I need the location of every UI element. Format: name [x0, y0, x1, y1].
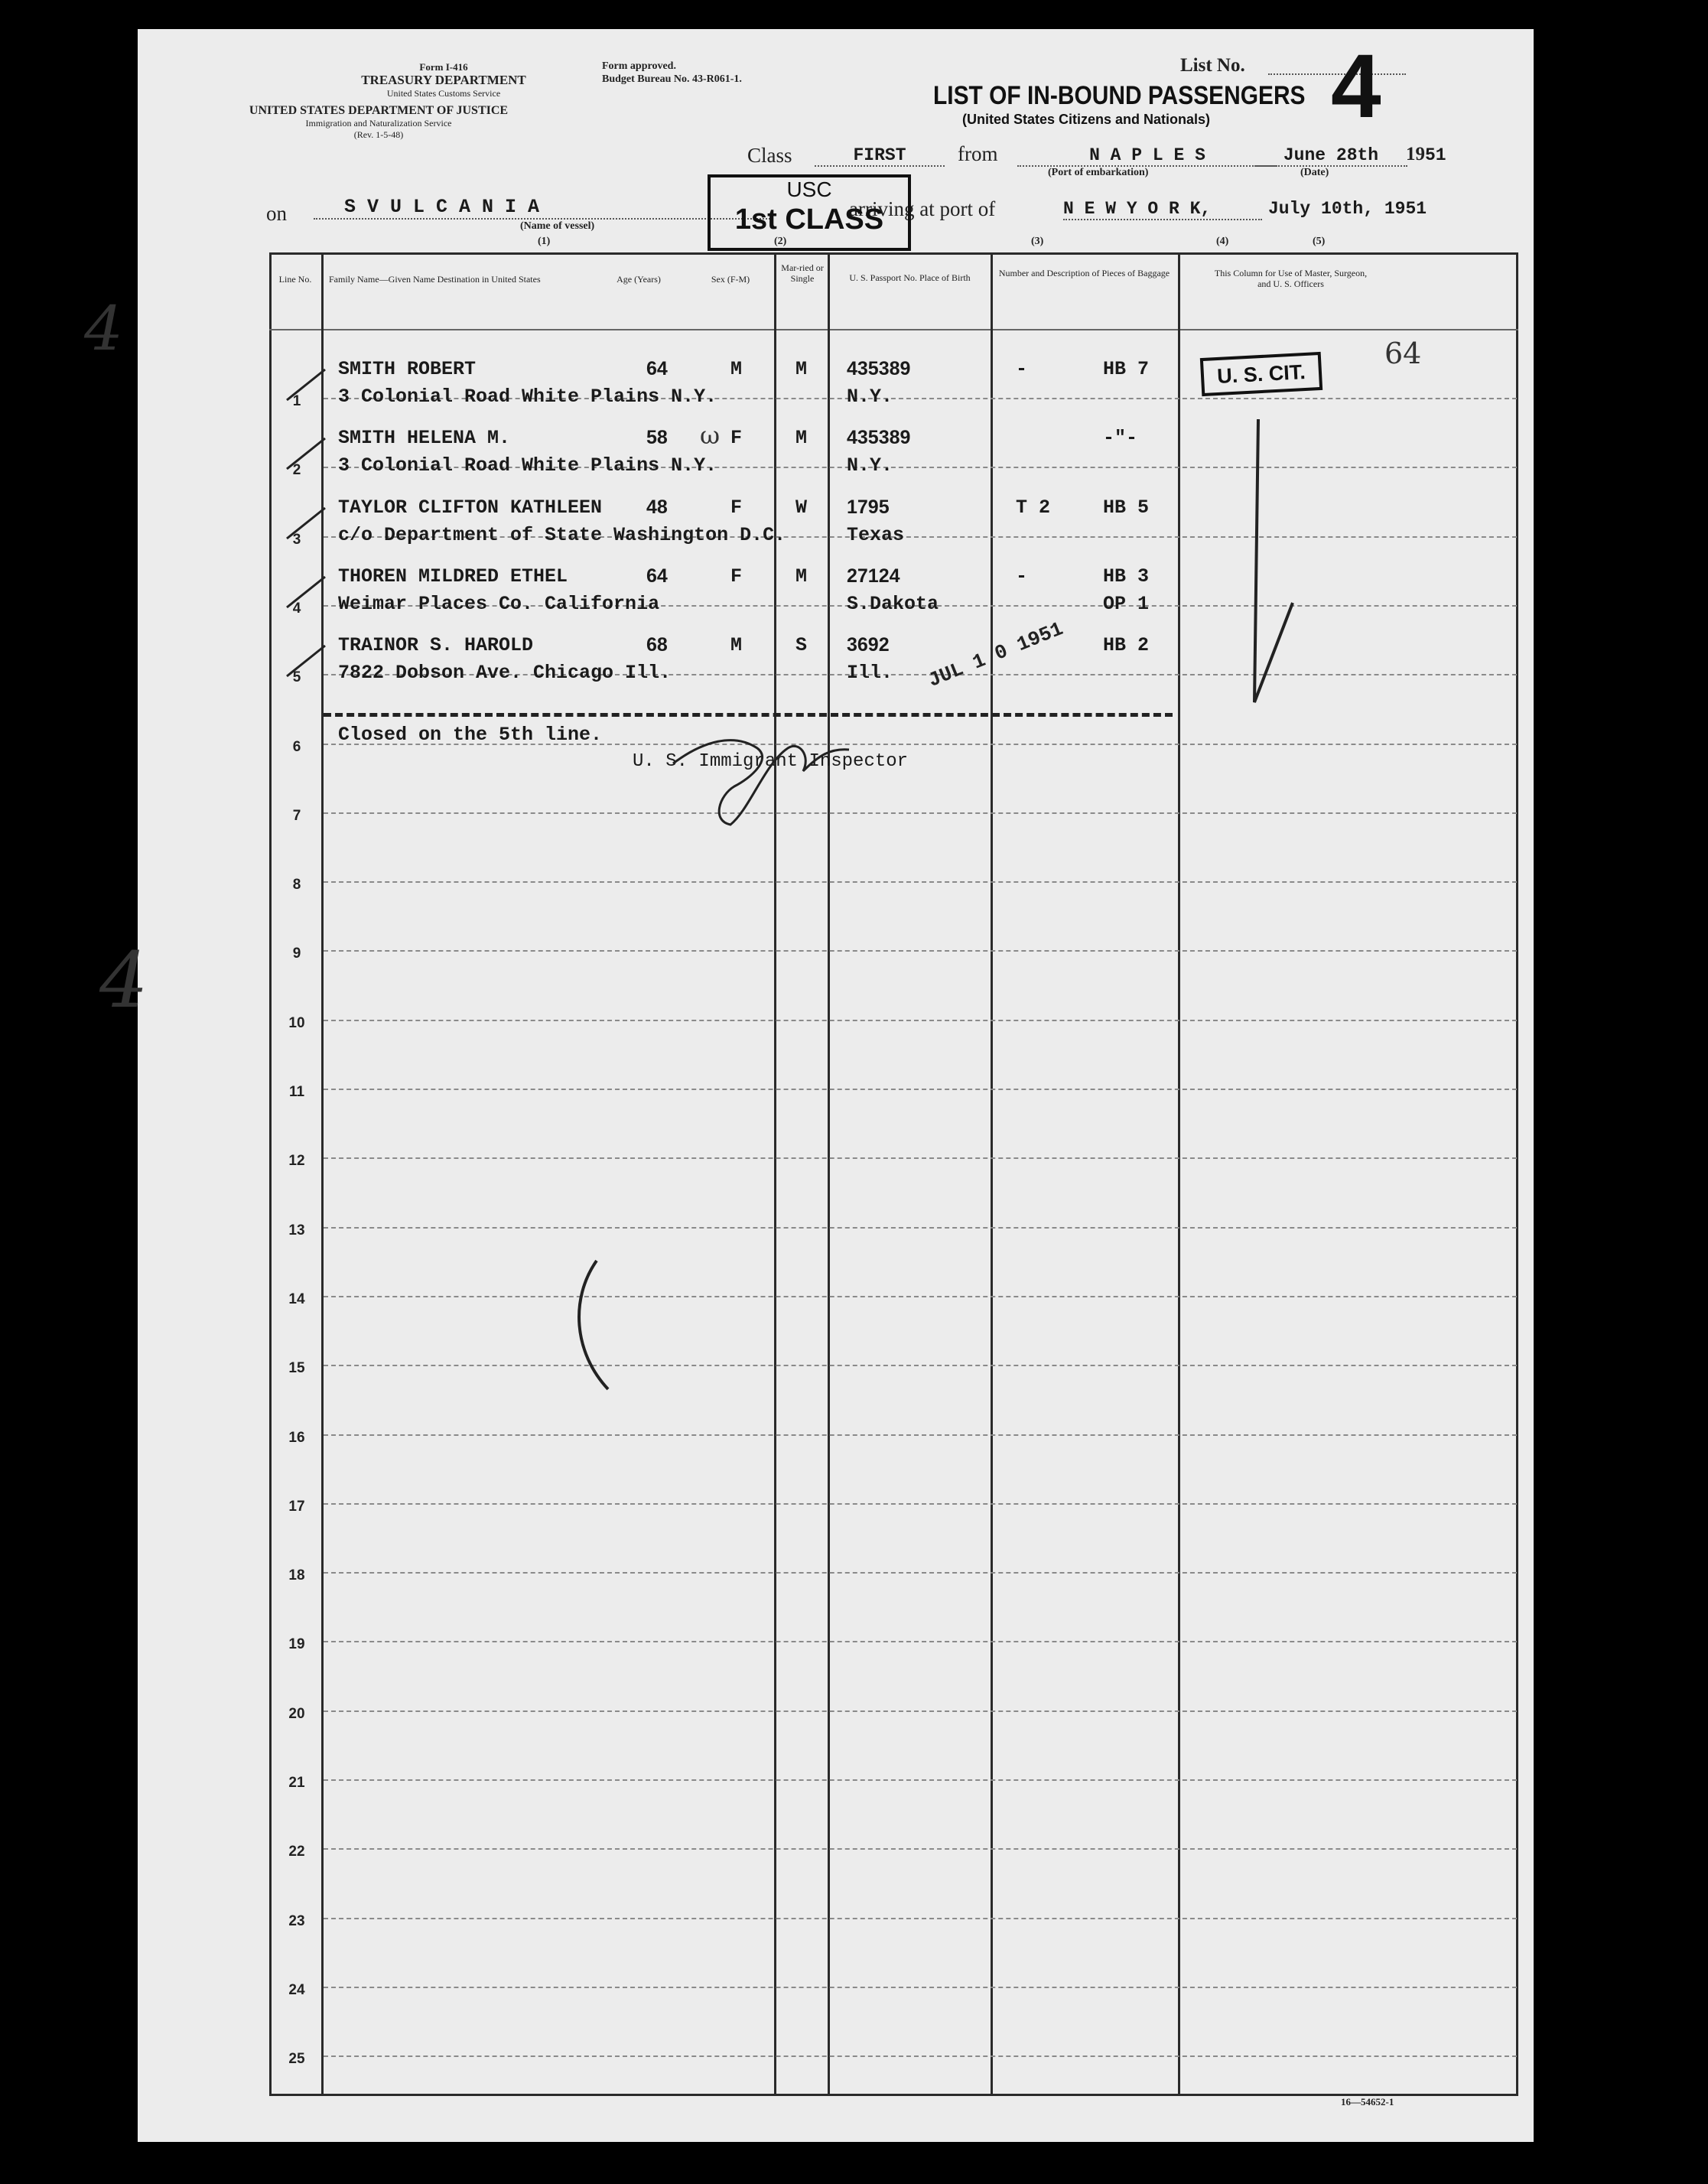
row-number: 22	[288, 1844, 305, 1860]
departure-date: June 28th	[1254, 145, 1407, 167]
row-number: 11	[288, 1084, 305, 1100]
passenger-age: 48	[646, 496, 668, 518]
passport-number: 435389	[847, 358, 911, 379]
baggage-pieces: -	[1016, 358, 1028, 380]
row-rule	[324, 1089, 1517, 1090]
date-stamp: JUL 1 0 1951	[925, 617, 1067, 692]
row-rule	[324, 950, 1517, 952]
bleed-through	[337, 1527, 1499, 1726]
passenger-address: 3 Colonial Road White Plains N.Y.	[338, 386, 717, 408]
passenger-address: Weimar Places Co. California	[338, 593, 660, 615]
list-no-value: 4	[1331, 36, 1381, 137]
passport-number: 27124	[847, 565, 900, 587]
vessel-caption: (Name of vessel)	[520, 220, 595, 232]
col-divider	[828, 252, 830, 2096]
header-passport: U. S. Passport No. Place of Birth	[849, 272, 971, 283]
row-rule	[324, 1296, 1517, 1297]
row-number: 3	[292, 532, 301, 548]
place-of-birth: N.Y.	[847, 454, 893, 477]
from-label: from	[958, 142, 998, 165]
row-rule	[324, 1157, 1517, 1159]
vessel-name: S V U L C A N I A	[314, 196, 773, 220]
row-number: 21	[288, 1775, 305, 1791]
baggage-pieces: -	[1016, 565, 1028, 587]
passenger-marital-status: M	[795, 565, 808, 587]
arriving-label: arriving at port of	[849, 197, 996, 220]
footer-code: 16—54652-1	[1341, 2096, 1394, 2108]
row-number: 9	[292, 946, 301, 962]
on-label: on	[266, 202, 287, 225]
passenger-name: THOREN MILDRED ETHEL	[338, 565, 568, 587]
class-label: Class	[747, 144, 792, 167]
treasury-dept: TREASURY DEPARTMENT	[361, 73, 526, 87]
column-number-3: (3)	[1031, 236, 1044, 247]
passenger-sex: M	[730, 358, 743, 380]
column-number-2: (2)	[774, 236, 787, 247]
port-embark-caption: (Port of embarkation)	[1048, 167, 1149, 178]
customs-service: United States Customs Service	[386, 88, 501, 99]
column-number-4: (4)	[1216, 236, 1229, 247]
row-rule	[324, 1365, 1517, 1366]
year-prefix	[1406, 144, 1446, 165]
class-value: FIRST	[815, 145, 945, 167]
check-tick	[283, 642, 329, 680]
manifest-page	[84, 29, 1534, 2142]
inspector-signature	[658, 695, 857, 832]
row-number: 2	[292, 462, 301, 478]
list-title: LIST OF IN-BOUND PASSENGERS	[933, 81, 1306, 110]
row-number: 13	[288, 1222, 305, 1238]
check-tick	[283, 504, 329, 542]
sex-correction-mark: ω	[700, 421, 721, 450]
pencil-bracket	[566, 1253, 612, 1391]
baggage-description: -"-	[1103, 427, 1138, 449]
row-rule	[324, 812, 1517, 814]
row-rule	[324, 1020, 1517, 1021]
check-tick	[283, 573, 329, 611]
row-rule	[324, 2055, 1517, 2057]
passenger-address: c/o Department of State Washington D.C.	[338, 524, 786, 546]
row-number: 14	[288, 1291, 305, 1307]
passenger-age: 68	[646, 634, 668, 656]
row-number: 20	[288, 1706, 305, 1722]
passenger-age: 64	[646, 565, 668, 587]
column-number-5: (5)	[1313, 236, 1326, 247]
check-tick	[283, 366, 329, 404]
passenger-name: SMITH HELENA M.	[338, 427, 511, 449]
row-number: 19	[288, 1636, 305, 1652]
baggage-pieces: T 2	[1016, 496, 1051, 519]
budget-bureau: Budget Bureau No. 43-R061-1.	[602, 73, 742, 85]
row-number: 12	[288, 1153, 305, 1169]
place-of-birth: S.Dakota	[847, 593, 939, 615]
row-number: 15	[288, 1360, 305, 1376]
list-subtitle: (United States Citizens and Nationals)	[962, 112, 1211, 127]
margin-number-mid: 4	[99, 936, 148, 1025]
row-rule	[324, 1227, 1517, 1229]
form-number: Form I-416	[419, 61, 468, 73]
arrival-date-text: July 10th, 19	[1268, 199, 1406, 219]
passenger-address: 7822 Dobson Ave. Chicago Ill.	[338, 662, 672, 684]
officer-check-mark	[1247, 412, 1339, 718]
place-of-birth: Ill.	[847, 662, 893, 684]
date-caption: (Date)	[1300, 167, 1329, 178]
row-rule	[324, 1503, 1517, 1505]
us-citizen-stamp: U. S. CIT.	[1200, 352, 1322, 396]
row-number: 6	[292, 739, 301, 755]
place-of-birth: Texas	[847, 524, 905, 546]
header-name: Family Name—Given Name Destination in United States	[329, 274, 541, 285]
row-rule	[324, 1848, 1517, 1850]
row-rule	[324, 1434, 1517, 1436]
row-number: 5	[292, 669, 301, 685]
header-officers: This Column for Use of Master, Surgeon, and U. S. Officers	[1214, 268, 1368, 289]
baggage-description: HB 2	[1103, 634, 1150, 656]
row-number: 16	[288, 1430, 305, 1446]
passport-number: 3692	[847, 634, 890, 656]
header-married: Mar-ried or Single	[781, 262, 824, 284]
justice-dept: UNITED STATES DEPARTMENT OF JUSTICE	[249, 104, 509, 117]
col-divider	[1178, 252, 1180, 2096]
margin-number-top: 4	[84, 293, 123, 364]
usc-stamp-text: USC	[786, 177, 832, 201]
port-of-embarkation: N A P L E S	[1017, 145, 1277, 167]
passport-number: 1795	[847, 496, 890, 518]
header-age: Age (Years)	[617, 274, 661, 285]
passport-number: 435389	[847, 427, 911, 448]
header-divider	[269, 329, 1518, 330]
passenger-name: SMITH ROBERT	[338, 358, 477, 380]
ins-service: Immigration and Naturalization Service	[305, 118, 452, 129]
form-approved: Form approved.	[602, 60, 676, 72]
arrival-port: N E W Y O R K,	[1063, 199, 1262, 220]
header-sex: Sex (F-M)	[711, 274, 750, 285]
baggage-description: HB 3	[1103, 565, 1150, 587]
passenger-marital-status: S	[795, 634, 808, 656]
col-divider	[991, 252, 993, 2096]
immigrant-inspector: U. S. Immigrant Inspector	[633, 751, 909, 772]
row-number: 24	[288, 1982, 305, 1998]
passenger-marital-status: W	[795, 496, 808, 519]
passenger-sex: M	[730, 634, 743, 656]
baggage-description-extra: OP 1	[1103, 593, 1150, 615]
baggage-description: HB 5	[1103, 496, 1150, 519]
form-revision: (Rev. 1-5-48)	[353, 129, 404, 140]
arrival-year: 51	[1405, 199, 1427, 219]
column-number-1: (1)	[538, 236, 551, 247]
row-number: 18	[288, 1567, 305, 1583]
passenger-sex: F	[730, 427, 743, 449]
check-tick	[283, 435, 329, 473]
passenger-age: 58	[646, 427, 668, 448]
passenger-sex: F	[730, 496, 743, 519]
header-line-no: Line No.	[278, 274, 312, 285]
approval-block	[602, 60, 742, 86]
passenger-age: 64	[646, 358, 668, 379]
usc-first-class-stamp	[708, 174, 911, 251]
year-value: 51	[1425, 145, 1446, 165]
row-number: 8	[292, 877, 301, 893]
form-header	[138, 61, 620, 141]
passenger-sex: F	[730, 565, 743, 587]
passenger-name: TAYLOR CLIFTON KATHLEEN	[338, 496, 603, 519]
place-of-birth: N.Y.	[847, 386, 893, 408]
arrival-date	[1268, 199, 1427, 219]
closed-note: Closed on the 5th line.	[338, 724, 603, 746]
header-baggage: Number and Description of Pieces of Baggage	[998, 268, 1170, 278]
row-rule	[324, 1987, 1517, 1988]
row-number: 25	[288, 2051, 305, 2067]
row-rule	[324, 1779, 1517, 1781]
row-number: 17	[288, 1499, 305, 1515]
passenger-address: 3 Colonial Road White Plains N.Y.	[338, 454, 717, 477]
row-number: 10	[288, 1015, 305, 1031]
passenger-marital-status: M	[795, 427, 808, 449]
row-rule	[324, 1918, 1517, 1919]
first-class-stamp-text: 1st CLASS	[734, 203, 884, 236]
row-number: 7	[292, 808, 301, 824]
row-rule	[324, 881, 1517, 883]
passenger-name: TRAINOR S. HAROLD	[338, 634, 534, 656]
year-prefix-text: 19	[1406, 144, 1425, 164]
officer-count: 64	[1384, 337, 1422, 370]
baggage-description: HB 7	[1103, 358, 1150, 380]
row-number: 1	[292, 393, 301, 409]
passenger-marital-status: M	[795, 358, 808, 380]
row-number: 4	[292, 601, 301, 617]
row-number: 23	[288, 1913, 305, 1929]
list-no-label: List No.	[1180, 55, 1245, 76]
